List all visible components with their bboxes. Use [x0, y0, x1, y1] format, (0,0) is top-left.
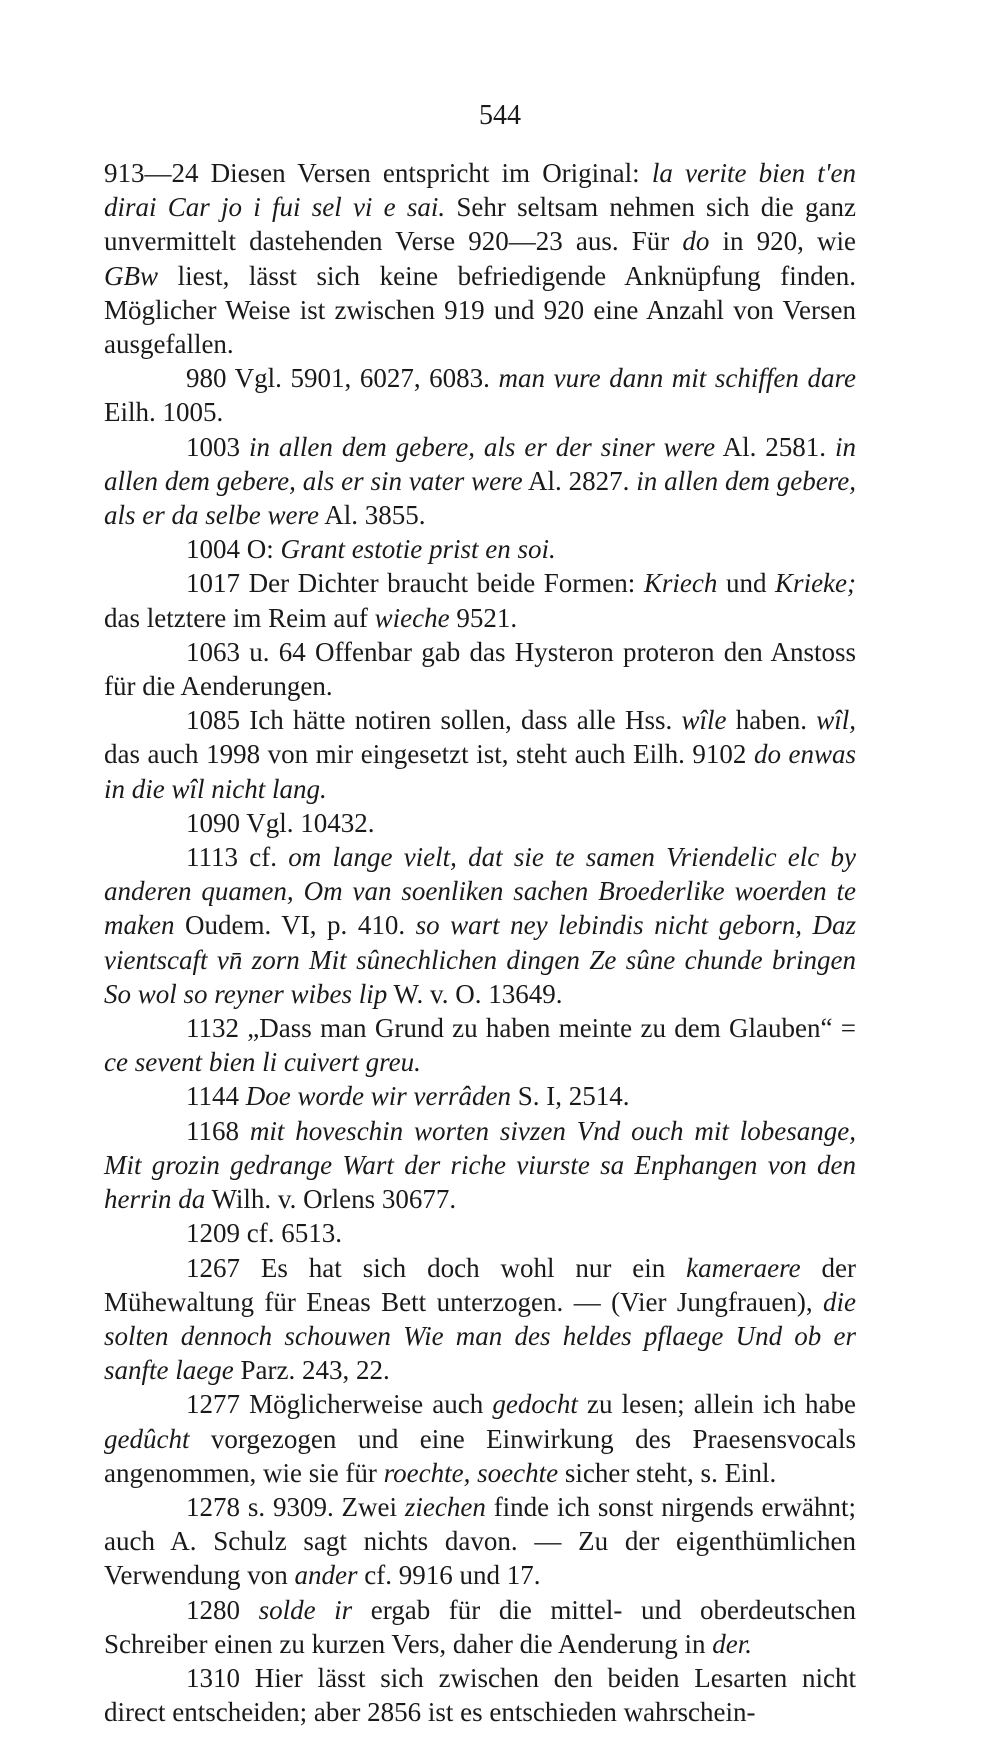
note-text: Eilh. 1005. [104, 397, 224, 428]
note-text: Oudem. VI, p. 410. [174, 910, 416, 941]
note-verse-ref: 1132 [186, 1013, 239, 1044]
note-verse-ref: 1278 [186, 1491, 240, 1522]
note-verse-ref: 1144 [186, 1081, 239, 1112]
note-text: in 920, wie [709, 226, 856, 257]
note-verse-ref: 1280 [186, 1594, 240, 1625]
note-text: vorgezogen und eine Einwirkung des Praesensvocals angenommen, wie sie für [104, 1423, 856, 1488]
note-text: „Dass man Grund zu haben meinte zu dem Glauben“ = [239, 1013, 856, 1044]
note-quotation: do enwas in die wîl nicht lang. [104, 739, 857, 804]
note-text: zu lesen; allein ich habe [577, 1389, 856, 1420]
note-paragraph [104, 1114, 856, 1217]
note-text: ergab für die mittel- und oberdeutschen Schreiber einen zu kurzen Vers, daher die Aenderung in [104, 1594, 856, 1659]
note-text: Der Dichter braucht beide Formen: [240, 568, 644, 599]
note-quotation: la verite bien t'en dirai Car jo i fui sel vi e sai. [104, 158, 856, 223]
note-quotation: gedûcht [104, 1423, 190, 1454]
note-text: Al. 2827. [522, 465, 637, 496]
note-text [239, 1116, 250, 1146]
note-quotation: ander [294, 1560, 358, 1591]
note-text: das letztere im Reim auf [104, 602, 375, 633]
note-quotation: wieche [374, 602, 450, 633]
note-verse-ref: 1085 [186, 705, 240, 736]
note-quotation: gedocht [492, 1389, 578, 1420]
note-text: W. v. O. 13649. [387, 978, 563, 1009]
note-text [240, 1595, 259, 1625]
note-text: Es hat sich doch wohl nur ein [240, 1252, 687, 1283]
note-text: Al. 3855. [318, 500, 426, 531]
note-quotation: in allen dem gebere, als er der siner were [248, 431, 716, 462]
note-quotation: wîle [681, 705, 727, 736]
note-text: das auch 1998 von mir eingesetzt ist, steht auch Eilh. 9102 [104, 739, 754, 770]
note-quotation: in allen dem gebere, als er sin vater were [104, 431, 857, 496]
note-text: s. 9309. Zwei [240, 1491, 405, 1522]
note-verse-ref: 1090 [186, 807, 240, 838]
note-verse-ref: 1113 [186, 842, 238, 873]
note-paragraph [104, 1661, 856, 1729]
note-text: Sehr seltsam nehmen sich die ganz unvermittelt dastehenden Verse 920—23 aus. Für [104, 192, 856, 257]
note-paragraph [104, 566, 856, 634]
note-quotation: so wart ney lebindis nicht geborn, Daz vientscaft vn̄ zorn Mit sûnechlichen dingen Ze sûne chunde bringen So wol so reyner wibes lip [104, 910, 856, 1009]
note-text: sicher steht, s. Einl. [558, 1457, 777, 1488]
note-quotation: solde ir [258, 1594, 353, 1625]
note-text: Al. 2581. [715, 431, 835, 462]
note-verse-ref: 913—24 [104, 158, 199, 188]
note-quotation: Doe worde wir verrâden [245, 1081, 511, 1112]
note-paragraph [104, 156, 856, 361]
note-quotation: Kriech [643, 568, 718, 599]
note-text: Wilh. v. Orlens 30677. [205, 1184, 457, 1215]
note-text: cf. 9916 und 17. [357, 1560, 541, 1591]
note-paragraph [104, 1079, 856, 1113]
note-paragraph [104, 430, 856, 533]
note-text: O: [240, 534, 281, 565]
note-verse-ref: 1017 [186, 568, 240, 599]
note-verse-ref: 1267 [186, 1252, 240, 1283]
note-quotation: Krieke; [775, 568, 857, 599]
note-quotation: man vure dann mit schiffen dare [498, 363, 856, 394]
note-quotation: ziechen [404, 1491, 486, 1522]
note-paragraph [104, 1216, 856, 1250]
note-text: cf. [238, 842, 289, 873]
note-quotation: die solten dennoch schouwen Wie man des heldes pflaege Und ob er sanfte laege [104, 1286, 856, 1386]
note-text: Parz. 243, 22. [233, 1355, 390, 1386]
note-paragraph [104, 1593, 856, 1661]
note-paragraph [104, 1011, 856, 1079]
note-quotation: in allen dem gebere, als er da selbe were [104, 465, 856, 531]
note-text: Vgl. 10432. [240, 807, 375, 838]
note-verse-ref: 1209 [186, 1218, 240, 1249]
note-verse-ref: 1004 [186, 534, 240, 565]
note-quotation: om lange vielt, dat sie te samen Vriendelic elc by anderen quamen, Om van soenliken sachen Broederlike woerden te maken [104, 842, 856, 941]
note-verse-ref: 1168 [186, 1115, 239, 1146]
note-text [240, 432, 249, 462]
note-text: der Mühewaltung für Eneas Bett unterzogen. — (Vier Jungfrauen), [104, 1252, 856, 1317]
note-quotation: kameraere [686, 1252, 801, 1283]
note-quotation: mit hoveschin worten sivzen Vnd ouch mit lobesange, Mit grozin gedrange Wart der riche viurste sa Enphangen von den herrin da [104, 1115, 856, 1215]
note-verse-ref: 1310 [186, 1662, 240, 1693]
note-paragraph [104, 635, 856, 703]
note-quotation: ce sevent bien li cuivert greu. [104, 1047, 421, 1078]
note-paragraph [104, 1251, 856, 1388]
note-text: und [717, 568, 776, 599]
notes-body [104, 156, 856, 1729]
note-text: haben. [726, 705, 817, 736]
note-quotation: der. [712, 1628, 753, 1659]
note-paragraph [104, 361, 856, 429]
note-quotation: do [682, 226, 710, 257]
note-text: liest, lässt sich keine befriedigende Anknüpfung finden. Möglicher Weise ist zwischen 919 und 920 eine Anzahl von Versen ausgefallen. [104, 260, 856, 360]
note-paragraph [104, 806, 856, 840]
note-text: Vgl. 5901, 6027, 6083. [226, 363, 499, 394]
note-text: S. I, 2514. [510, 1081, 630, 1112]
note-quotation: Grant estotie prist en soi. [280, 534, 556, 565]
note-text: Möglicherweise auch [240, 1389, 493, 1420]
note-verse-ref: 1277 [186, 1389, 240, 1420]
note-verse-ref: 1003 [186, 431, 240, 462]
note-quotation: wîl, [816, 705, 857, 736]
note-text [239, 1081, 246, 1111]
note-paragraph [104, 1490, 856, 1593]
note-text: cf. 6513. [240, 1218, 342, 1249]
note-verse-ref: 1063 u. 64 [186, 636, 306, 667]
note-paragraph [104, 703, 856, 806]
note-text: Hier lässt sich zwischen den beiden Lesarten nicht direct entscheiden; aber 2856 ist es entschieden wahrschein- [104, 1662, 856, 1728]
note-paragraph [104, 532, 856, 566]
note-quotation: GBw [104, 260, 158, 291]
note-text: 9521. [449, 602, 518, 633]
page-number: 544 [479, 100, 521, 131]
note-text: finde ich sonst nirgends erwähnt; auch A. Schulz sagt nichts davon. — Zu der eigenthümlichen Verwendung von [104, 1491, 857, 1591]
note-paragraph [104, 1387, 856, 1490]
note-text: Offenbar gab das Hysteron proteron den Anstoss für die Aenderungen. [104, 636, 856, 702]
note-text: Diesen Versen entspricht im Original: [198, 158, 652, 188]
note-paragraph [104, 840, 856, 1011]
note-quotation: roechte, soechte [383, 1457, 559, 1488]
note-text: Ich hätte notiren sollen, dass alle Hss. [240, 705, 682, 736]
note-verse-ref: 980 [186, 363, 227, 394]
